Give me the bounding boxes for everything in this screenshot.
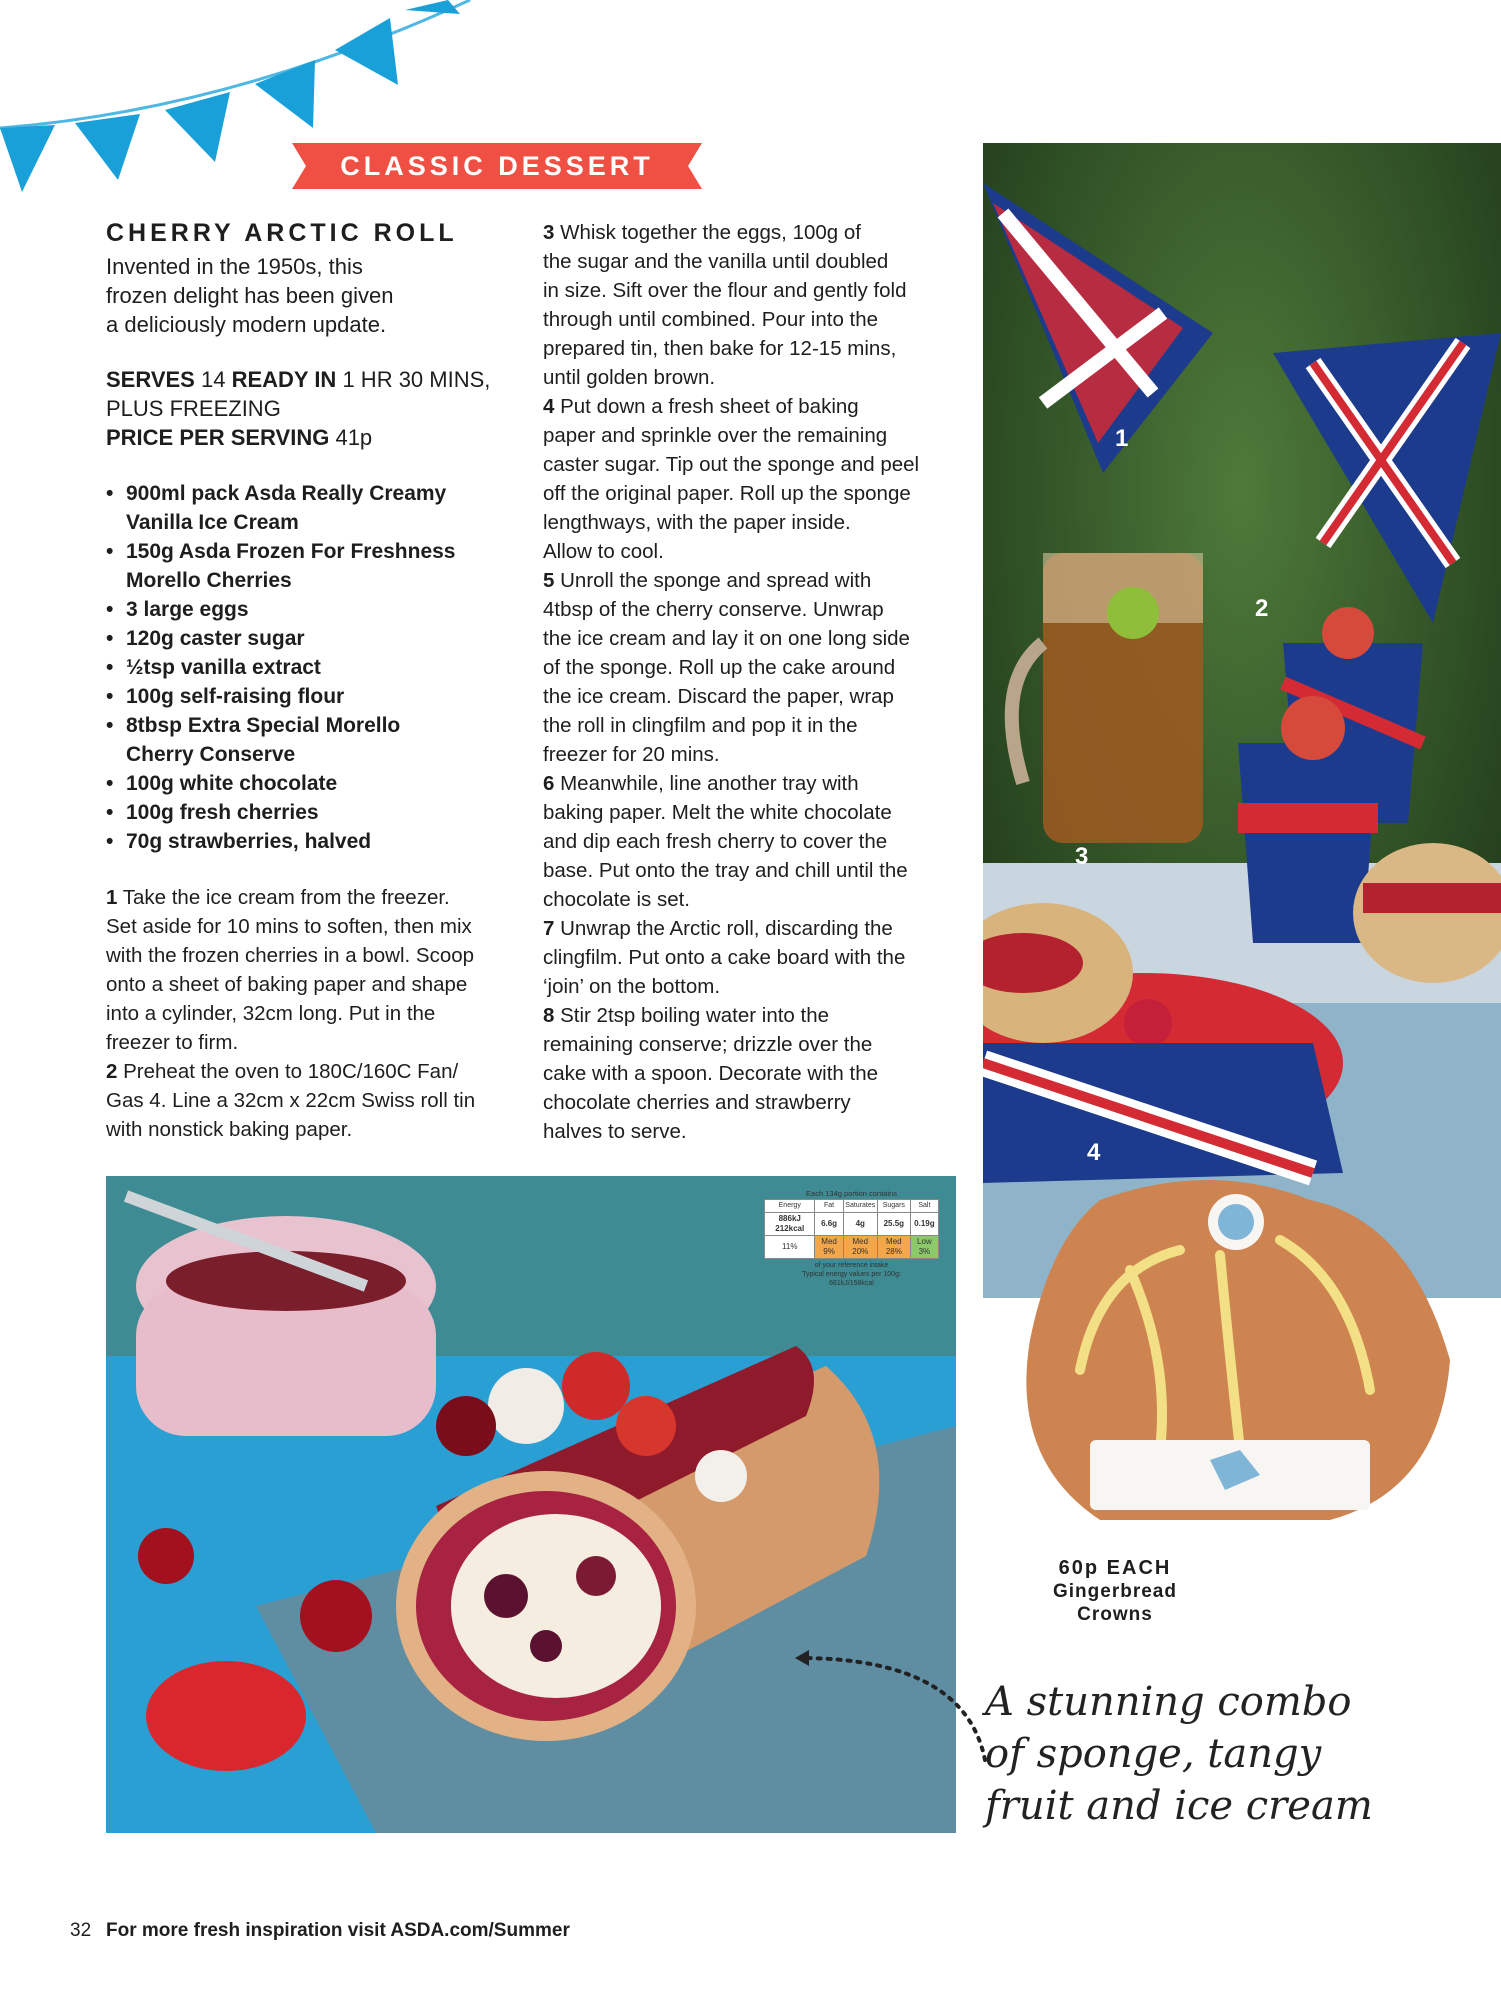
- product-price: 60p EACH: [1058, 1557, 1172, 1579]
- recipe-meta: SERVES 14 READY IN 1 HR 30 MINS, PLUS FREEZING PRICE PER SERVING 41p: [106, 367, 491, 450]
- footer-link-text[interactable]: For more fresh inspiration visit ASDA.com/Summer: [106, 1920, 570, 1941]
- ingredient-list: [106, 479, 524, 856]
- page-number: 32: [70, 1920, 92, 1941]
- method-step-8: 8 Stir 2tsp boiling water into the remaining conserve; drizzle over the cake with a spoon. Decorate with the chocolate cherries and strawberry halves to serve.: [543, 1004, 879, 1143]
- party-table-photo: [983, 143, 1501, 1298]
- photo-number-2: 2: [1255, 595, 1269, 622]
- ingredient: • 100g fresh cherries: [106, 798, 524, 827]
- method-step-6: 6 Meanwhile, line another tray with baking paper. Melt the white chocolate and dip each fresh cherry to cover the base. Put onto the tray and chill until the chocolate is set.: [543, 772, 908, 911]
- method-steps-right: [543, 218, 963, 1146]
- recipe-title: CHERRY ARCTIC ROLL: [106, 219, 458, 247]
- method-step-4: 4 Put down a fresh sheet of baking paper and sprinkle over the remaining caster sugar. Tip out the sponge and peel off the original paper. Roll up the sponge lengthways, with the paper inside. Allow to cool.: [543, 395, 920, 563]
- ingredient: • 120g caster sugar: [106, 624, 524, 653]
- ingredient: • 8tbsp Extra Special Morello Cherry Conserve: [106, 711, 524, 769]
- method-steps-left: [106, 883, 524, 1144]
- method-step-5: 5 Unroll the sponge and spread with 4tbsp of the cherry conserve. Unwrap the ice cream and lay it on one long side of the sponge. Roll up the cake around the ice cream. Discard the paper, wrap the roll in clingfilm and pop it in the freezer for 20 mins.: [543, 569, 910, 766]
- ingredient: • 100g white chocolate: [106, 769, 524, 798]
- photo-number-3: 3: [1075, 843, 1089, 870]
- ingredient: • 900ml pack Asda Really Creamy Vanilla Ice Cream: [106, 479, 524, 537]
- ingredient: • 70g strawberries, halved: [106, 827, 524, 856]
- ingredient: • ½tsp vanilla extract: [106, 653, 524, 682]
- recipe-left-column: [106, 218, 524, 1144]
- product-name: Gingerbread Crowns: [1053, 1581, 1177, 1625]
- method-step-2: 2 Preheat the oven to 180C/160C Fan/ Gas 4. Line a 32cm x 22cm Swiss roll tin with nonstick baking paper.: [106, 1060, 476, 1141]
- ingredient: • 150g Asda Frozen For Freshness Morello Cherries: [106, 537, 524, 595]
- ingredient: • 3 large eggs: [106, 595, 524, 624]
- nutrition-label: [764, 1189, 939, 1288]
- nutrition-header: Each 134g portion contains: [806, 1189, 897, 1198]
- nutrition-footer: of your reference intake Typical energy values per 100g: 661kJ/158kcal: [802, 1262, 901, 1287]
- ingredient: • 100g self-raising flour: [106, 682, 524, 711]
- gingerbread-crown-image: [1010, 1160, 1470, 1560]
- handwritten-caption: A stunning combo of sponge, tangy fruit and ice cream: [985, 1679, 1373, 1829]
- section-banner: CLASSIC DESSERT: [340, 151, 654, 181]
- method-step-1: 1 Take the ice cream from the freezer. Set aside for 10 mins to soften, then mix with the frozen cherries in a bowl. Scoop onto a sheet of baking paper and shape into a cylinder, 32cm long. Put in the freezer to firm.: [106, 886, 475, 1054]
- nutrition-table: Energy Fat Saturates Sugars Salt 886kJ 212kcal 6.6g 4g 25.5g 0.19g 11% Med 9% Med 20% Med 28% Low 3%: [764, 1199, 939, 1259]
- method-step-3: 3 Whisk together the eggs, 100g of the sugar and the vanilla until doubled in size. Sift over the flour and gently fold through until combined. Pour into the prepared tin, then bake for 12-15 mins, until golden brown.: [543, 221, 907, 389]
- photo-number-4: 4: [1087, 1139, 1101, 1166]
- annotation-arrow: [795, 1640, 995, 1770]
- recipe-intro: Invented in the 1950s, this frozen delight has been given a deliciously modern update.: [106, 254, 394, 337]
- photo-number-1: 1: [1115, 425, 1129, 452]
- method-step-7: 7 Unwrap the Arctic roll, discarding the clingfilm. Put onto a cake board with the ‘join’ on the bottom.: [543, 917, 906, 998]
